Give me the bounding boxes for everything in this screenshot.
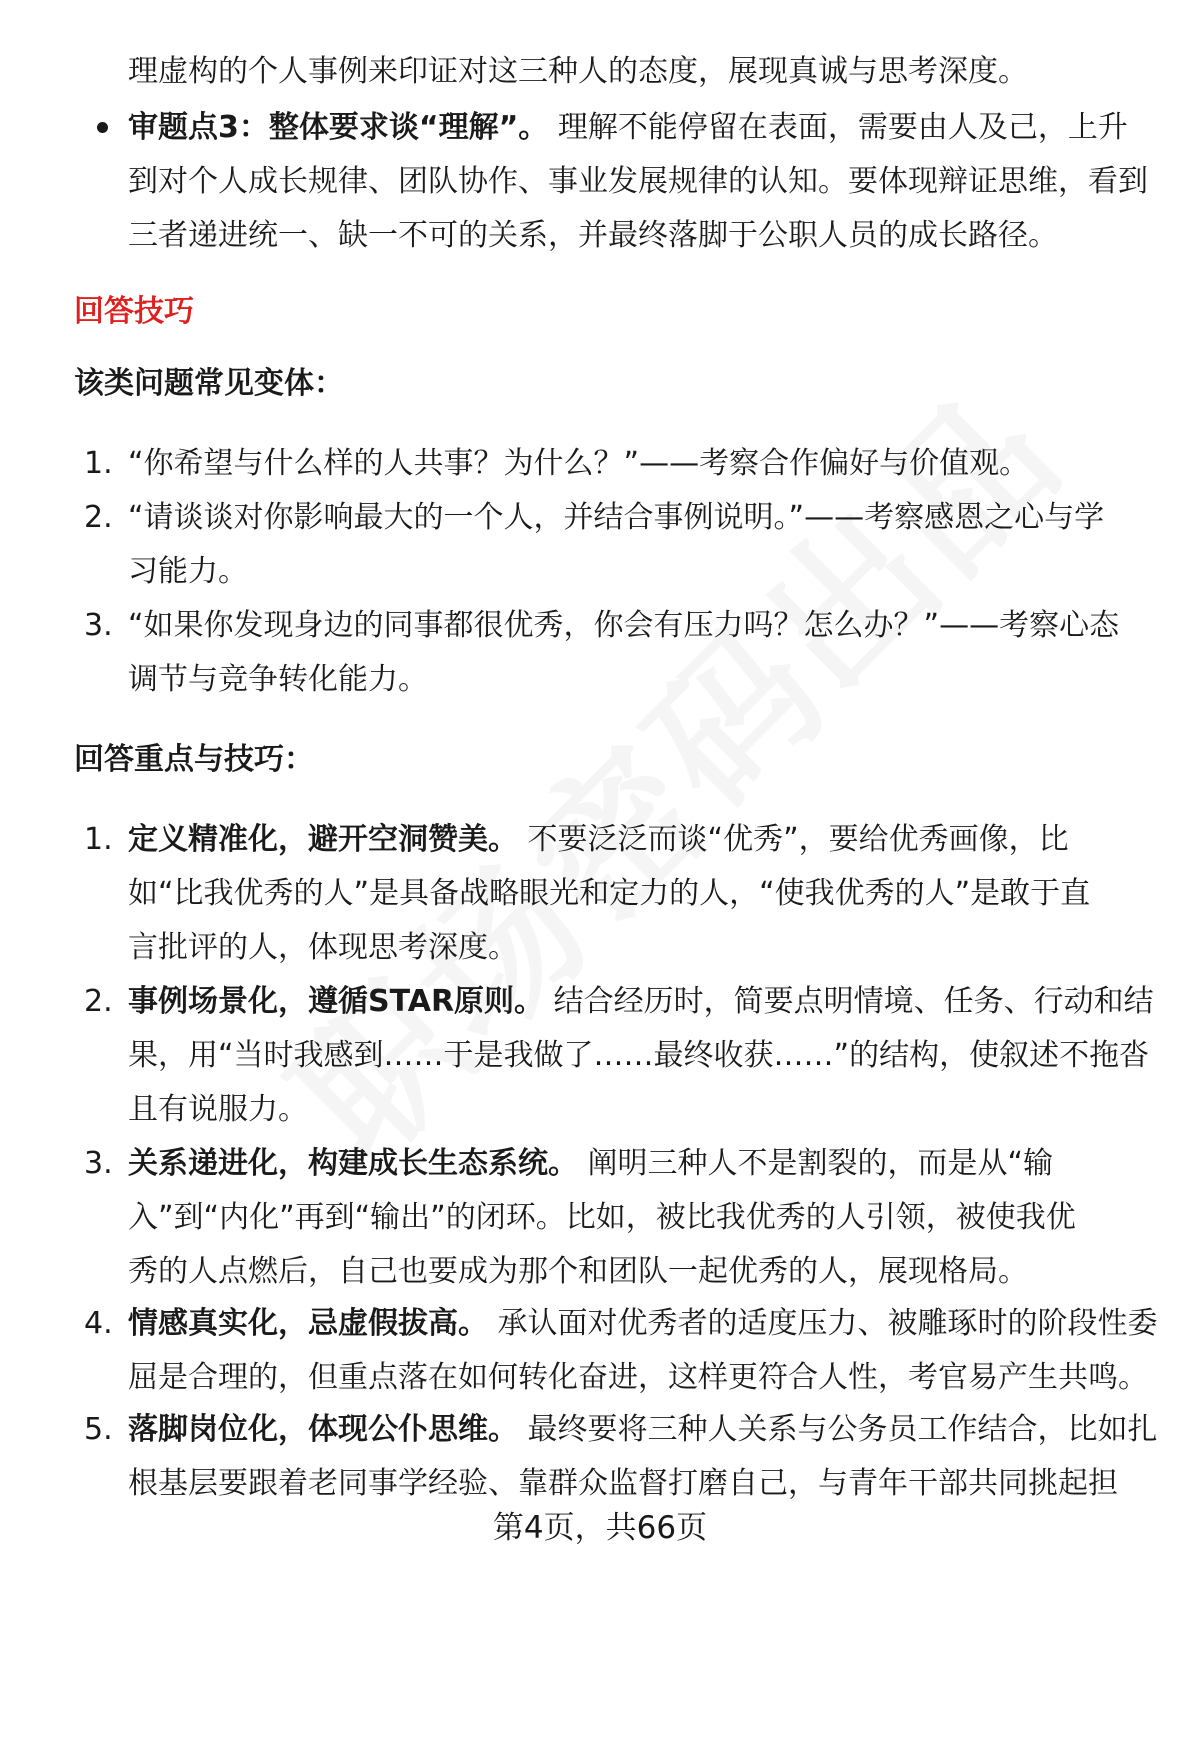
tip-3-line2: 入”到“内化”再到“输出”的闭环。比如，被比我优秀的人引领，被使我优 [128,1200,1076,1235]
tip-number: 4. [84,1306,113,1341]
bullet3-label: 审题点3：整体要求谈“理解”。 [128,110,549,145]
tip-1-line1 [128,820,1069,860]
variant-3-line1: “如果你发现身边的同事都很优秀，你会有压力吗？怎么办？”——考察心态 [128,608,1120,643]
tip-1-line2: 如“比我优秀的人”是具备战略眼光和定力的人，“使我优秀的人”是敢于直 [128,876,1091,911]
bullet3-line3: 三者递进统一、缺一不可的关系，并最终落脚于公职人员的成长路径。 [128,218,1058,253]
section-title: 回答技巧 [74,294,194,329]
variant-number: 2. [84,500,113,535]
tip-5-text: 最终要将三种人关系与公务员工作结合，比如扎 [527,1412,1158,1447]
bullet3-line2: 到对个人成长规律、团队协作、事业发展规律的认知。要体现辩证思维，看到 [128,164,1148,199]
tip-1-title: 定义精准化，避开空洞赞美。 [128,822,518,857]
tip-3-title: 关系递进化，构建成长生态系统。 [128,1146,578,1181]
tip-2-title: 事例场景化，遵循STAR原则。 [128,984,545,1019]
bullet3-line1 [128,108,1128,148]
variant-3-line2: 调节与竞争转化能力。 [128,662,428,697]
variant-2-line1: “请谈谈对你影响最大的一个人，并结合事例说明。”——考察感恩之心与学 [128,500,1105,535]
variant-number: 1. [84,446,113,481]
variant-1-line1: “你希望与什么样的人共事？为什么？”——考察合作偏好与价值观。 [128,446,1030,481]
tip-4-text: 承认面对优秀者的适度压力、被雕琢时的阶段性委 [497,1306,1158,1341]
tip-2-text: 结合经历时，简要点明情境、任务、行动和结 [553,984,1154,1019]
variant-number: 3. [84,608,113,643]
tip-5-line1 [128,1410,1158,1450]
bullet-dot [97,122,108,133]
tip-4-line1 [128,1304,1158,1344]
tip-3-text: 阐明三种人不是割裂的，而是从“输 [587,1146,1054,1181]
tip-5-line2: 根基层要跟着老同事学经验、靠群众监督打磨自己，与青年干部共同挑起担 [128,1466,1118,1501]
tip-number: 2. [84,984,113,1019]
tip-3-line1 [128,1144,1053,1184]
page-number-footer: 第4页，共66页 [492,1510,708,1546]
tips-heading: 回答重点与技巧： [74,742,314,777]
variants-heading: 该类问题常见变体： [74,366,344,401]
tip-4-title: 情感真实化，忌虚假拔高。 [128,1306,488,1341]
tip-2-line2: 果，用“当时我感到……于是我做了……最终收获……”的结构，使叙述不拖沓 [128,1038,1150,1073]
variant-2-line2: 习能力。 [128,554,248,589]
tip-number: 3. [84,1146,113,1181]
tip-3-line3: 秀的人点燃后，自己也要成为那个和团队一起优秀的人，展现格局。 [128,1254,1028,1289]
tip-5-title: 落脚岗位化，体现公仆思维。 [128,1412,518,1447]
bullet3-line1-text: 理解不能停留在表面，需要由人及己，上升 [557,110,1128,145]
continuation-line: 理虚构的个人事例来印证对这三种人的态度，展现真诚与思考深度。 [128,54,1028,89]
tip-1-text: 不要泛泛而谈“优秀”，要给优秀画像，比 [527,822,1069,857]
tip-1-line3: 言批评的人，体现思考深度。 [128,930,518,965]
tip-number: 1. [84,822,113,857]
tip-2-line3: 且有说服力。 [128,1092,308,1127]
tip-4-line2: 屈是合理的，但重点落在如何转化奋进，这样更符合人性，考官易产生共鸣。 [128,1360,1148,1395]
tip-number: 5. [84,1412,113,1447]
tip-2-line1 [128,982,1154,1022]
